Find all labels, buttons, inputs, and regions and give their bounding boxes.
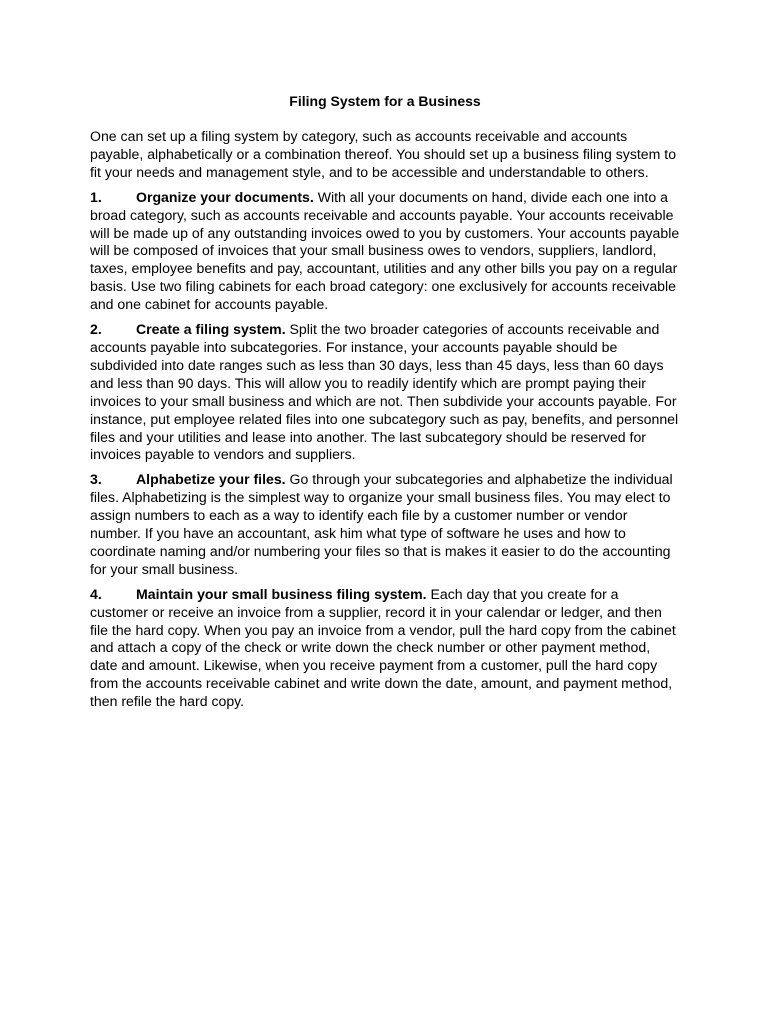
item-text: Each day that you create for a customer or receive an invoice from a supplier, record it in your calendar or ledger, and then file the hard copy. When you pay an invoice from a vendor, pull the hard copy from the cabinet and attach a copy of the check or write down the check number or other payment method, date and amount. Likewise, when you receive payment from a customer, pull the hard copy from the accounts receivable cabinet and write down the date, amount, and payment method, then refile the hard copy. [90, 585, 676, 710]
document-title: Filing System for a Business [289, 93, 481, 109]
item-number: 2. [90, 321, 102, 338]
intro-paragraph: One can set up a filing system by category, such as accounts receivable and accounts payable, alphabetically or a combination thereof. You should set up a business filing system to fit your needs and management style, and to be accessible and understandable to others. [90, 128, 677, 180]
document-page [90, 92, 680, 718]
item-heading: Organize your documents. [136, 188, 314, 205]
item-number: 1. [90, 188, 102, 205]
item-number: 4. [90, 585, 102, 602]
item-text: Go through your subcategories and alphabetize the individual files. Alphabetizing is the simplest way to organize your small business files. You may elect to assign numbers to each as a way to identify each file by a customer number or vendor number. If you have an accountant, ask him what type of software he uses and how to coordinate naming and/or numbering your files so that is makes it easier to do the accounting for your small business. [90, 471, 673, 577]
item-text: Split the two broader categories of accounts receivable and accounts payable into subcategories. For instance, your accounts payable should be subdivided into date ranges such as less than 30 days, less than 45 days, less than 60 days and less than 90 days. This will allow you to readily identify which are prompt paying their invoices to your small business and which are not. Then subdivide your accounts payable. For instance, put employee related files into one subcategory such as pay, benefits, and personnel files and your utilities and lease into another. The last subcategory should be reserved for invoices payable to vendors and suppliers. [90, 321, 679, 463]
list-item [90, 321, 680, 464]
list-item [90, 189, 680, 314]
item-heading: Create a filing system. [136, 321, 286, 338]
item-text: With all your documents on hand, divide each one into a broad category, such as accounts receivable and accounts payable. Your accounts receivable will be made up of any outstanding invoices owed to you by customers. Your accounts payable will be composed of invoices that your small business owes to vendors, suppliers, landlord, taxes, employee benefits and pay, accountant, utilities and any other bills you pay on a regular basis. Use two filing cabinets for each broad category: one exclusively for accounts receivable and one cabinet for accounts payable. [90, 188, 680, 313]
item-heading: Maintain your small business filing system. [136, 585, 427, 602]
item-heading: Alphabetize your files. [136, 471, 286, 488]
item-number: 3. [90, 471, 102, 488]
list-item [90, 586, 680, 711]
list-item [90, 471, 680, 578]
